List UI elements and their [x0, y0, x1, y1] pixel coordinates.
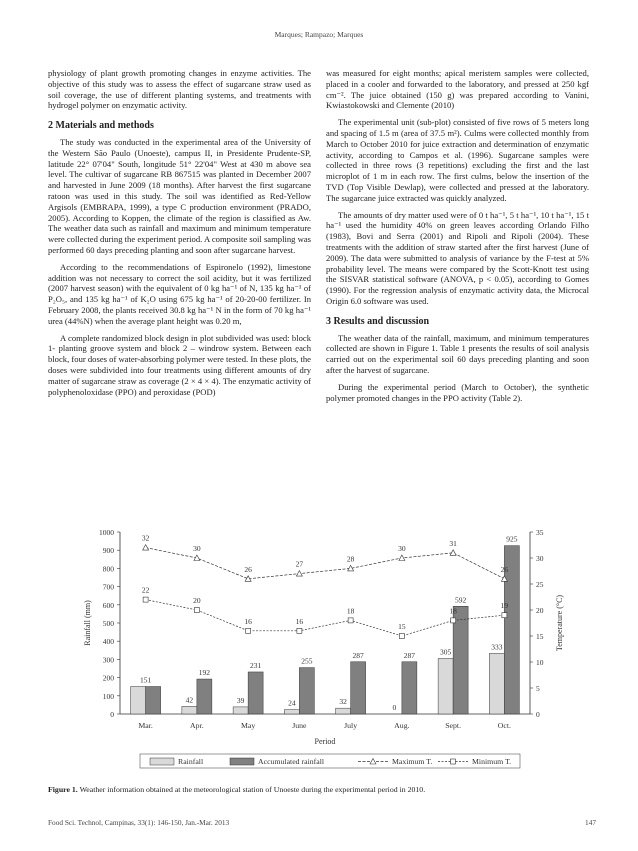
marker-minimum-t [297, 628, 302, 633]
y-tick-label-left: 1000 [99, 528, 114, 537]
y-tick-label-right: 20 [536, 606, 544, 615]
figure-caption [48, 785, 608, 794]
data-label-maximum-t: 26 [244, 564, 252, 574]
data-label-minimum-t: 18 [449, 606, 457, 616]
y-tick-label-left: 600 [102, 600, 114, 610]
marker-maximum-t [296, 571, 302, 577]
data-label-minimum-t: 19 [500, 601, 509, 611]
bar-accumulated-rainfall [299, 668, 314, 714]
y-tick-label-left: 700 [102, 582, 114, 592]
x-axis-title: Period [314, 737, 336, 746]
y-tick-label-right: 0 [536, 710, 540, 719]
bar-rainfall [438, 658, 453, 714]
bar-accumulated-rainfall [146, 687, 161, 714]
marker-minimum-t [246, 628, 251, 633]
marker-minimum-t [399, 634, 404, 639]
legend-swatch-rainfall [150, 758, 174, 765]
bar-rainfall [233, 707, 248, 714]
y-tick-label-left: 500 [102, 619, 114, 628]
y-tick-label-right: 15 [536, 632, 544, 641]
marker-maximum-t [450, 550, 456, 556]
data-label-rainfall: 333 [491, 642, 503, 652]
data-label-rainfall: 39 [236, 695, 245, 705]
paragraph: During the experimental period (March to October), the synthetic polymer promoted changes in the PPO activity (Table 2). [326, 381, 589, 403]
data-label-maximum-t: 26 [500, 564, 509, 574]
x-tick-label: Sept. [445, 721, 462, 730]
legend-swatch-accumulated [230, 758, 254, 765]
data-label-maximum-t: 27 [295, 559, 304, 569]
footer-citation: Food Sci. Technol, Campinas, 33(1): 146-150, Jan.-Mar. 2013 [48, 818, 230, 827]
section-heading: 2 Materials and methods [48, 120, 154, 132]
bar-rainfall [489, 653, 504, 714]
bar-accumulated-rainfall [402, 662, 417, 714]
data-label-accumulated-rainfall: 925 [506, 534, 518, 544]
legend-label: Maximum T. [392, 757, 433, 766]
data-label-maximum-t: 32 [141, 533, 150, 543]
y-tick-label-left: 0 [110, 710, 114, 719]
data-label-accumulated-rainfall: 287 [403, 650, 415, 660]
data-label-accumulated-rainfall: 151 [140, 675, 152, 685]
y-tick-label-right: 10 [536, 658, 544, 667]
marker-minimum-t [194, 608, 199, 613]
bar-accumulated-rainfall [248, 672, 263, 714]
y-tick-label-right: 30 [536, 554, 544, 563]
x-tick-label: July [344, 721, 358, 730]
legend-label: Rainfall [178, 757, 204, 766]
data-label-accumulated-rainfall: 255 [301, 656, 313, 666]
x-tick-label: June [292, 721, 307, 730]
y-tick-label-left: 300 [102, 655, 114, 665]
x-tick-label: Aug. [394, 721, 410, 730]
y-tick-label-left: 400 [102, 637, 114, 647]
paragraph: was measured for eight months; apical meristem samples were collected, placed in a cooler and forwarded to the laboratory, and pressed at 250 kgf cm⁻². The juice obtained (150 g) was prepared according to Vanini, Kwiastokowski and Clemente (2010) [326, 68, 589, 111]
y-axis-title-left: Rainfall (mm) [83, 600, 92, 646]
y-tick-label-left: 100 [102, 691, 114, 701]
bar-accumulated-rainfall [351, 662, 366, 714]
data-label-accumulated-rainfall: 192 [198, 668, 210, 678]
caption-label: Figure 1. [48, 785, 78, 794]
paragraph: The experimental unit (sub-plot) consisted of five rows of 5 meters long and spacing of 1.5 m (area of 37.5 m²). Culms were collected monthly from March to October 2010 for juice extraction and determination of enzymatic activity, according to Campos et al. (1996). Sugarcane samples were collected in three rows (3 repetitions) excluding the first and the last microplot of 1 m in each row. The first culms, below the insertion of the TVD (Top Visible Dewlap), were collected and pressed at the laboratory. The sugarcane juice extracted was quickly analyzed. [326, 117, 589, 203]
marker-minimum-t [143, 597, 148, 602]
y-tick-label-right: 35 [536, 528, 544, 537]
y-tick-label-left: 200 [102, 673, 114, 683]
marker-minimum-t [502, 613, 507, 618]
x-tick-label: Mar. [138, 721, 153, 730]
data-label-rainfall: 42 [185, 695, 194, 705]
paragraph: The weather data of the rainfall, maximum, and minimum temperatures collected are shown in Figure 1. Table 1 presents the results of soil analysis carried out on the experimental soil 60 days preceding planting and soon after the harvest of sugarcane. [326, 332, 589, 375]
data-label-rainfall: 305 [440, 647, 452, 657]
data-label-accumulated-rainfall: 287 [352, 650, 364, 660]
data-label-minimum-t: 18 [346, 606, 355, 616]
running-header: Marques; Rampazo; Marques [274, 30, 364, 39]
right-column [326, 68, 589, 409]
marker-maximum-t [143, 545, 149, 551]
page-footer [48, 818, 596, 827]
data-label-maximum-t: 28 [346, 554, 355, 564]
bar-rainfall [284, 710, 299, 714]
data-label-rainfall: 0 [392, 703, 397, 712]
paragraph: The amounts of dry matter used were of 0 t ha⁻¹, 5 t ha⁻¹, 10 t ha⁻¹, 15 t ha⁻¹ used the humidity 40% on green leaves according Orlando Filho (1983), Bovi and Serra (2001) and Ripoli and Ripoli (2004). These treatments with the addition of straw started after the first harvest (June of 2009). The data were submitted to analysis of variance by the F-test at 5% probability level. The means were compared by the Scott-Knott test using the SISVAR statistical software (ANOVA, p < 0.05), according to Gomes (1990). For the regression analysis of enzymatic activity data, the Microcal Origin 6.0 software was used. [326, 209, 589, 306]
data-label-minimum-t: 15 [398, 622, 406, 631]
data-label-minimum-t: 16 [244, 616, 252, 626]
left-column [48, 68, 311, 403]
y-tick-label-left: 800 [102, 564, 114, 574]
marker-minimum-t [348, 618, 353, 623]
data-label-maximum-t: 30 [398, 544, 406, 553]
bar-rainfall [336, 708, 351, 714]
section-heading: 3 Results and discussion [326, 315, 430, 327]
data-label-maximum-t: 31 [449, 538, 457, 548]
data-label-rainfall: 32 [339, 697, 347, 707]
paragraph: physiology of plant growth promoting changes in enzyme activities. The objective of this study was to assess the effect of sugarcane straw used as soil coverage, the use of different planting systems, and treatments with hydrogel polymer on enzymatic activity. [48, 68, 311, 111]
x-tick-label: Apr. [190, 721, 204, 730]
legend-marker-minimum [451, 759, 456, 764]
x-tick-label: Oct. [497, 721, 511, 730]
x-tick-label: May [240, 721, 256, 730]
bar-rainfall [182, 706, 197, 714]
data-label-accumulated-rainfall: 592 [455, 595, 467, 605]
y-tick-label-left: 900 [102, 546, 114, 556]
data-label-rainfall: 24 [288, 698, 296, 708]
data-label-minimum-t: 22 [141, 585, 150, 595]
data-label-accumulated-rainfall: 231 [250, 660, 262, 670]
data-label-minimum-t: 16 [295, 616, 304, 626]
legend-label: Accumulated rainfall [258, 757, 325, 766]
data-label-maximum-t: 30 [193, 544, 201, 553]
page-number: 147 [585, 818, 596, 827]
paragraph: The study was conducted in the experimental area of the University of the Western São Paulo (Unoeste), campus II, in Presidente Prudente-SP, latitude 22° 07'04" South, longitude 51° 22'04" West at 430 m above sea level. The cultivar of sugarcane RB 867515 was planted in December 2007 and harvested in June 2009 (18 months). After harvest the first sugarcane ratoon was used in this study. The soil was identified as Red-Yellow Argisols (EMBRAPA, 1999), a type C production environment (PRADO, 2005). According to Koppen, the climate of the region is classified as Aw. The weather data such as rainfall and maximum and minimum temperature were collected during the experiment period. A composite soil sampling was performed 60 days preceding planting and soon after sugarcane harvest. [48, 136, 311, 255]
marker-minimum-t [451, 618, 456, 623]
legend-label: Minimum T. [472, 757, 512, 766]
y-tick-label-right: 5 [536, 684, 540, 693]
bar-accumulated-rainfall [197, 679, 212, 714]
bar-rainfall [131, 687, 146, 714]
paragraph: According to the recommendations of Espironelo (1992), limestone addition was not necessary to correct the soil acidity, but it was fertilized (2007 harvest season) with the equivalent of 0 kg ha⁻¹ of N, 135 kg ha⁻¹ of P₂O₅, and 135 kg ha⁻¹ of K₂O using 675 kg ha⁻¹ of 20-20-00 fertilizer. In February 2008, the plants received 30.8 kg ha⁻¹ N in the form of 70 kg ha⁻¹ urea (44%N) when the average plant height was 0.20 m, [48, 261, 311, 326]
y-tick-label-right: 25 [536, 580, 544, 589]
y-axis-title-right: Temperature (°C) [555, 594, 564, 652]
marker-maximum-t [399, 555, 405, 561]
paragraph: A complete randomized block design in plot subdivided was used: block 1- planting groove system and block 2 – windrow system. Between each block, four doses of water-absorbing polymer were tested. In these plots, the doses were subdivided into four treatments using different amounts of dry matter of sugarcane straw as coverage (2 × 4 × 4). The enzymatic activity of polyphenoloxidase (PPO) and peroxidase (POD) [48, 332, 311, 397]
weather-chart [40, 520, 600, 780]
caption-text: Weather information obtained at the meteorological station of Unoeste during the experimental period in 2010. [79, 785, 426, 794]
data-label-minimum-t: 20 [193, 596, 201, 605]
